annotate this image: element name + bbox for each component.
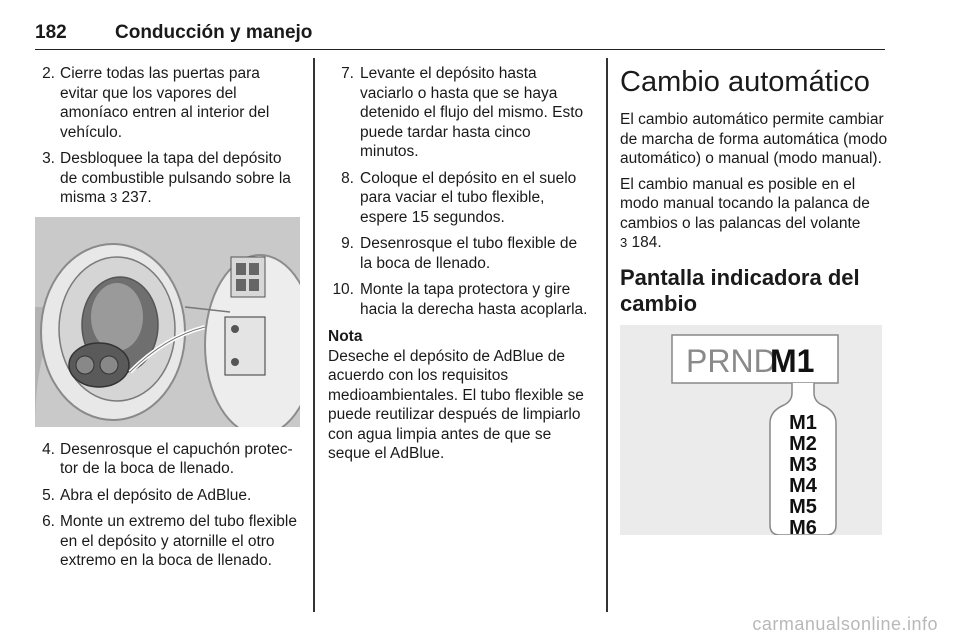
list-item: 6. Monte un extremo del tubo flexible en el depósito y atornille el otro extremo en la boca de llenado. (42, 513, 297, 569)
gear-display-illustration (620, 325, 882, 535)
page-number: 182 (35, 22, 67, 43)
gear-label: M3 (789, 453, 817, 476)
watermark: carmanualsonline.info (752, 614, 938, 634)
steps-list (328, 64, 593, 319)
paragraph: El cambio automático permite cambiar de marcha de forma automática (modo automático) o manual (modo manual). (620, 111, 888, 167)
steps-list (35, 440, 300, 571)
column-divider (606, 58, 608, 612)
page-ref-link[interactable]: 237. (121, 189, 152, 206)
page-ref-icon: 3 (620, 235, 628, 250)
list-item: 5. Abra el depósito de AdBlue. (42, 486, 252, 504)
page-ref-icon: 3 (109, 190, 118, 205)
list-item: 2. Cierre todas las puertas para evitar que los vapores del amoníaco entren al interior del vehículo. (42, 65, 270, 141)
gear-list (789, 412, 818, 535)
gear-label: M4 (789, 474, 817, 497)
list-item: 4. Desenrosque el capuchón protector de la boca de llenado. (42, 440, 293, 477)
fuel-door-illustration (35, 217, 300, 427)
page-ref-link[interactable]: 184. (631, 234, 662, 251)
note-text: Deseche el depósito de AdBlue de acuerdo con los requisitos medioambientales. El tubo flexible se puede reutilizar después de limpiarlo con agua limpia antes de que se seque el AdBlue. (328, 347, 584, 462)
fuel-door-drawing (35, 217, 300, 427)
gear-display-drawing (620, 325, 882, 535)
column-2 (328, 64, 593, 464)
prnd-label: PRND (686, 342, 777, 379)
list-item: 3. Desbloquee la tapa del depósito de combustible pulsando sobre la misma 3 237. (42, 150, 291, 206)
note-label: Nota (328, 328, 363, 345)
paragraph: El cambio manual es posible en el modo manual tocando la palanca de cambios o las palancas del volante 3 184. (620, 175, 870, 251)
column-3 (620, 64, 890, 535)
section-title: Cambio automático (620, 66, 870, 98)
list-item: 8. Coloque el depósito en el suelo para vaciar el tubo flexible, espere 15 segundos. (341, 169, 577, 226)
gear-label: M6 (789, 516, 817, 535)
list-item: 9. Desenrosque el tubo flexible de la boca de llenado. (341, 235, 578, 272)
list-item: 10. Monte la tapa protectora y gire hacia la derecha hasta acoplarla. (332, 281, 588, 318)
column-1 (35, 64, 300, 578)
column-divider (313, 58, 315, 612)
gear-label: M1 (789, 411, 817, 434)
chapter-title: Conducción y manejo (115, 22, 313, 43)
page-header (35, 10, 885, 50)
gear-label: M5 (789, 495, 817, 518)
gear-label: M2 (789, 432, 817, 455)
active-gear-label: M1 (770, 342, 815, 379)
subsection-title: Pantalla indicadora del cambio (620, 264, 860, 316)
list-item: 7. Levante el depósito hasta vaciarlo o hasta que se haya detenido el flujo del mismo. Esto puede tardar hasta cinco minutos. (341, 65, 584, 160)
steps-list (35, 64, 300, 208)
